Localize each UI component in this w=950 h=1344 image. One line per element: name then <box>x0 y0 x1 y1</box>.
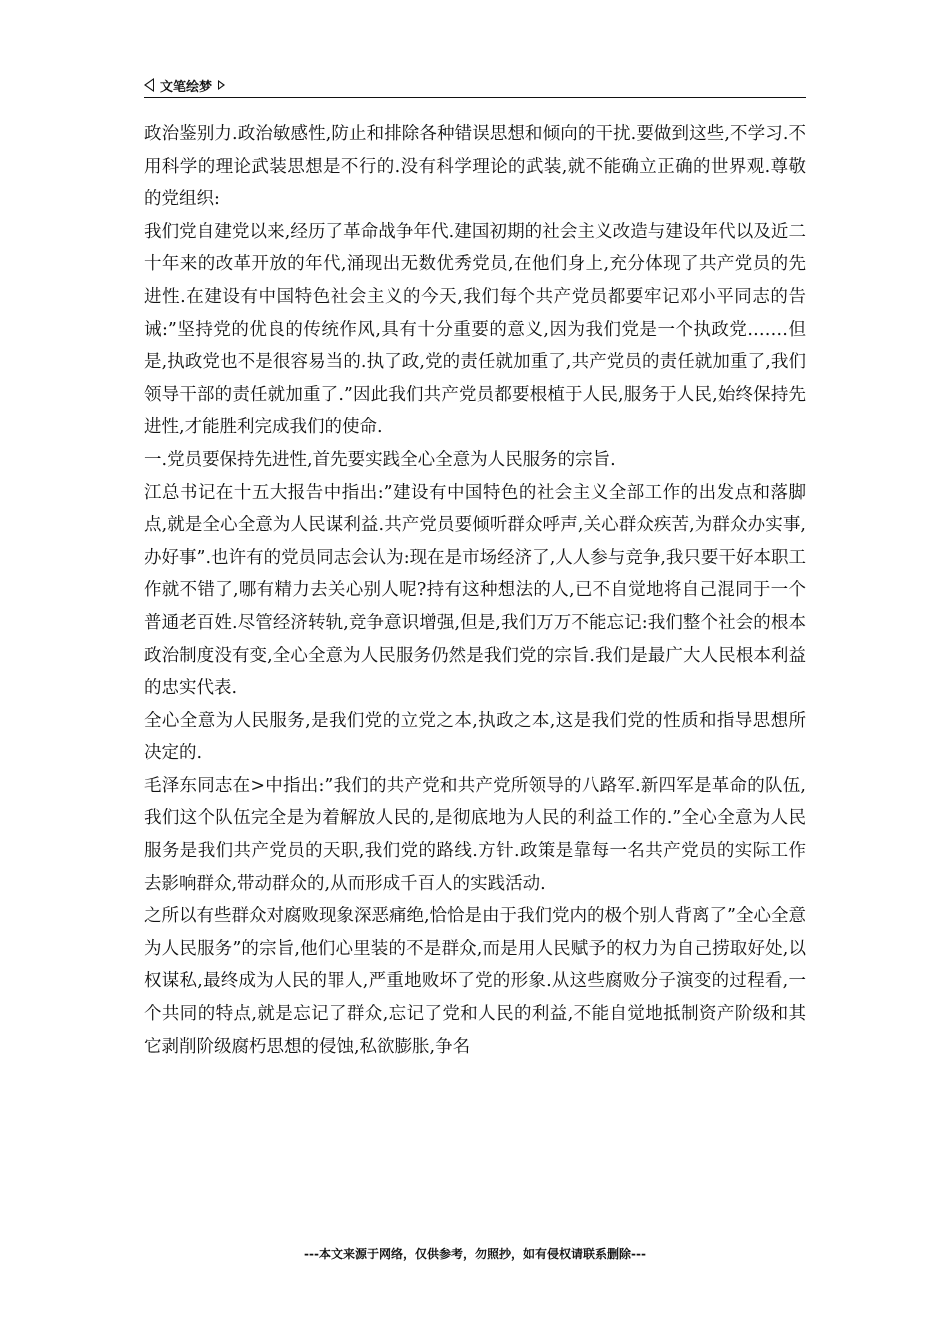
paragraph: 毛泽东同志在>中指出:”我们的共产党和共产党所领导的八路军.新四军是革命的队伍,我们这个队伍完全是为着解放人民的,是彻底地为人民的利益工作的.”全心全意为人民服务是我们共产党员的天职,我们党的路线.方针.政策是靠每一名共产党员的实际工作去影响群众,带动群众的,从而形成千百人的实践活动. <box>144 775 806 894</box>
footer-notice: ---本文来源于网络，仅供参考，勿照抄，如有侵权请联系删除--- <box>304 1247 646 1261</box>
paragraph: 之所以有些群众对腐败现象深恶痛绝,恰恰是由于我们党内的极个别人背离了”全心全意为人民服务”的宗旨,他们心里装的不是群众,而是用人民赋予的权力为自己捞取好处,以权谋私,最终成为人民的罪人,严重地败坏了党的形象.从这些腐败分子演变的过程看,一个共同的特点,就是忘记了群众,忘记了党和人民的利益,不能自觉地抵制资产阶级和其它剥削阶级腐朽思想的侵蚀,私欲膨胀,争名 <box>144 906 807 1057</box>
paragraph: 江总书记在十五大报告中指出:”建设有中国特色的社会主义全部工作的出发点和落脚点,就是全心全意为人民谋利益.共产党员要倾听群众呼声,关心群众疾苦,为群众办实事,办好事”.也许有的党员同志会认为:现在是市场经济了,人人参与竞争,我只要干好本职工作就不错了,哪有精力去关心别人呢?持有这种想法的人,已不自觉地将自己混同于一个普通老百姓.尽管经济转轨,竞争意识增强,但是,我们万万不能忘记:我们整个社会的根本政治制度没有变,全心全意为人民服务仍然是我们党的宗旨.我们是最广大人民根本利益的忠实代表. <box>144 482 806 699</box>
paragraph: 我们党自建党以来,经历了革命战争年代.建国初期的社会主义改造与建设年代以及近二十年来的改革开放的年代,涌现出无数优秀党员,在他们身上,充分体现了共产党员的先进性.在建设有中国特色社会主义的今天,我们每个共产党员都要牢记邓小平同志的告诫:”坚持党的优良的传统作风,具有十分重要的意义,因为我们党是一个执政党.……但是,执政党也不是很容易当的.执了政,党的责任就加重了,共产党员的责任就加重了,我们领导干部的责任就加重了.”因此我们共产党员都要根植于人民,服务于人民,始终保持先进性,才能胜利完成我们的使命. <box>144 221 806 438</box>
triangle-right-icon <box>218 80 225 90</box>
paragraph: 全心全意为人民服务,是我们党的立党之本,执政之本,这是我们党的性质和指导思想所决定的. <box>144 710 806 764</box>
paragraph: 政治鉴别力.政治敏感性,防止和排除各种错误思想和倾向的干扰.要做到这些,不学习.不用科学的理论武装思想是不行的.没有科学理论的武装,就不能确立正确的世界观.尊敬的党组织: <box>144 124 806 210</box>
header-divider <box>144 97 806 98</box>
document-body <box>144 118 806 1063</box>
section-heading: 一.党员要保持先进性,首先要实践全心全意为人民服务的宗旨. <box>144 449 616 470</box>
header-brand: 文笔绘梦 <box>160 79 213 95</box>
triangle-left-icon <box>144 78 154 92</box>
page-header <box>144 74 806 96</box>
